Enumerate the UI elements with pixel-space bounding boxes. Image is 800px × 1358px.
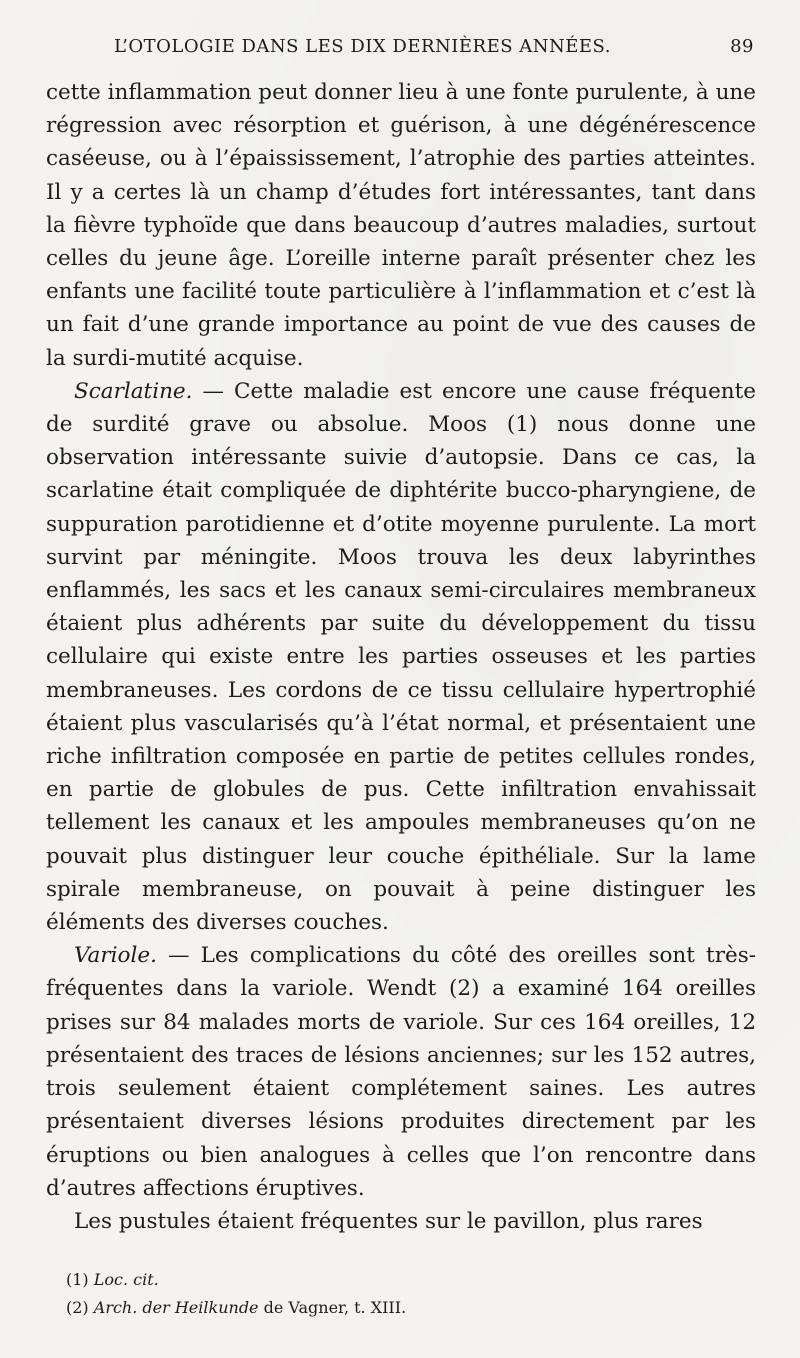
footnote-reference: Arch. der Heilkunde <box>93 1298 259 1317</box>
footnote-marker: (1) <box>66 1270 89 1289</box>
running-header <box>48 36 760 66</box>
paragraph-variole <box>46 939 756 1205</box>
running-title: L’OTOLOGIE DANS LES DIX DERNIÈRES ANNÉES. <box>114 36 611 57</box>
paragraph-pustules <box>46 1205 756 1238</box>
paragraph-text: cette inflammation peut donner lieu à une fonte purulente, à une régression avec résorption et guérison, à une dégénérescence caséeuse, ou à l’épaississement, l’atrophie des parties atteintes. Il y a certes là un champ d’études fort intéressantes, tant dans la fièvre typhoïde que dans beaucoup d’autres maladies, surtout celles du jeune âge. L’oreille interne paraît présenter chez les enfants une facilité toute particulière à l’inflammation et c’est là un fait d’une grande importance au point de vue des causes de la surdi-mutité acquise. <box>46 80 756 371</box>
footnote-marker: (2) <box>66 1298 89 1317</box>
page-number: 89 <box>730 36 754 57</box>
footnote-1 <box>66 1266 746 1294</box>
paragraph-scarlatine <box>46 375 756 939</box>
paragraph-continuation <box>46 76 756 375</box>
paragraph-lead: Variole. <box>74 943 157 969</box>
footnote-2 <box>66 1294 746 1322</box>
footnote-rest: de Vagner, t. XIII. <box>258 1298 407 1317</box>
paragraph-text: Les pustules étaient fréquentes sur le pavillon, plus rares <box>74 1208 703 1234</box>
paragraph-text: — Cette maladie est encore une cause fréquente de surdité grave ou absolue. Moos (1) nous donne une observation intéressante suivie d’autopsie. Dans ce cas, la scarlatine était compliquée de diphtérite bucco-pharyngiene, de suppuration parotidienne et d’otite moyenne purulente. La mort survint par méningite. Moos trouva les deux labyrinthes enflammés, les sacs et les canaux semi-circulaires membraneux étaient plus adhérents par suite du développement du tissu cellulaire qui existe entre les parties osseuses et les parties membraneuses. Les cordons de ce tissu cellulaire hypertrophié étaient plus vascularisés qu’à l’état normal, et présentaient une riche infiltration composée en partie de petites cellules rondes, en partie de globules de pus. Cette infiltration envahissait tellement les canaux et les ampoules membraneuses qu’on ne pouvait plus distinguer leur couche épithéliale. Sur la lame spirale membraneuse, on pouvait à peine distinguer les éléments des diverses couches. <box>46 378 756 936</box>
footnote-reference: Loc. cit. <box>93 1270 159 1289</box>
paragraph-lead: Scarlatine. <box>74 378 193 404</box>
footnotes <box>66 1266 746 1322</box>
paragraph-text: — Les complications du côté des oreilles sont très-fréquentes dans la variole. Wendt (2) a examiné 164 oreilles prises sur 84 malades morts de variole. Sur ces 164 oreilles, 12 présentaient des traces de lésions anciennes; sur les 152 autres, trois seulement étaient complétement saines. Les autres présentaient diverses lésions produites directement par les éruptions ou bien analogues à celles que l’on rencontre dans d’autres affections éruptives. <box>46 943 756 1201</box>
body-text <box>46 76 756 1238</box>
